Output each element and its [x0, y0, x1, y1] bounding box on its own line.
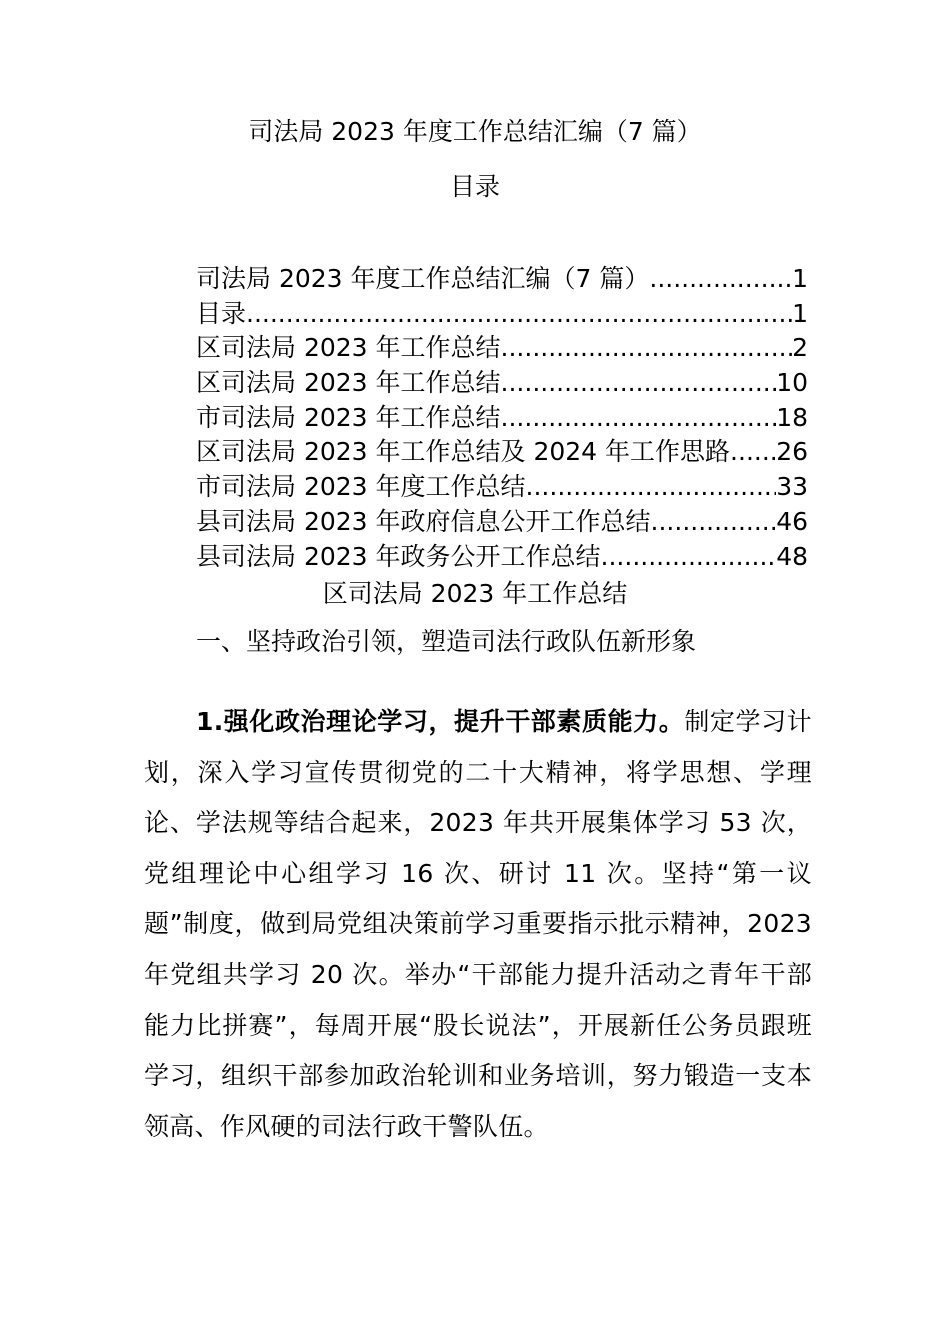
toc-entry-label: 司法局 2023 年度工作总结汇编（7 篇） [196, 264, 650, 293]
toc-heading: 目录 [449, 172, 500, 201]
document-title: 司法局 2023 年度工作总结汇编（7 篇） [248, 117, 702, 146]
body-paragraph [144, 697, 812, 1152]
paragraph-bold-lead: 1.强化政治理论学习，提升干部素质能力。 [196, 707, 685, 736]
section-title: 区司法局 2023 年工作总结 [322, 579, 628, 608]
toc-entry-page: 26 [776, 437, 808, 467]
paragraph-text: 制定学习计划，深入学习宣传贯彻党的二十大精神，将学思想、学理论、学法规等结合起来，2023 年共开展集体学习 53 次，党组理论中心组学习 16 次、研讨 11 次。坚持“第一议题”制度，做到局党组决策前学习重要指示批示精神，2023 年党组共学习 20 次。举办“干部能力提升活动之青年干部能力比拼赛”，每周开展“股长说法”，开展新任公务员跟班学习，组织干部参加政治轮训和业务培训，努力锻造一支本领高、作风硬的司法行政干警队伍。 [144, 707, 812, 1141]
toc-entry[interactable] [196, 331, 808, 366]
toc-entry[interactable] [196, 505, 808, 540]
toc-entry-label: 目录 [196, 298, 247, 328]
toc-entry-label: 县司法局 2023 年政府信息公开工作总结 [196, 506, 651, 536]
toc-leader-dots [501, 331, 793, 366]
toc-entry-label: 县司法局 2023 年政务公开工作总结 [196, 541, 601, 571]
toc-entry[interactable] [196, 262, 808, 297]
toc-entry-page: 10 [776, 368, 808, 398]
toc-entry-label: 区司法局 2023 年工作总结 [196, 368, 501, 398]
toc-entry-page: 46 [776, 506, 808, 536]
toc-entry-page: 48 [776, 541, 808, 571]
toc-entry-page: 1 [792, 264, 808, 293]
toc-leader-dots [526, 470, 777, 505]
toc-leader-dots [601, 540, 777, 575]
toc-entry-label: 市司法局 2023 年工作总结 [196, 402, 501, 432]
toc-leader-dots [501, 366, 777, 401]
toc-entry-page: 18 [776, 402, 808, 432]
toc-leader-dots [649, 262, 792, 297]
toc-entry-label: 区司法局 2023 年工作总结及 2024 年工作思路 [196, 437, 731, 467]
toc-entry-label: 区司法局 2023 年工作总结 [196, 333, 501, 363]
toc-leader-dots [730, 435, 776, 470]
toc-entry[interactable] [196, 366, 808, 401]
toc-entry-page: 1 [792, 298, 808, 328]
toc-leader-dots [651, 505, 777, 540]
toc-leader-dots [246, 297, 792, 332]
toc-leader-dots [501, 401, 777, 436]
toc-entry[interactable] [196, 540, 808, 575]
toc-entry-page: 2 [792, 333, 808, 363]
table-of-contents [196, 262, 808, 574]
toc-entry[interactable] [196, 435, 808, 470]
section-subheading: 一、坚持政治引领，塑造司法行政队伍新形象 [196, 627, 697, 656]
toc-entry-page: 33 [776, 472, 808, 502]
toc-entry[interactable] [196, 470, 808, 505]
toc-entry[interactable] [196, 401, 808, 436]
toc-entry[interactable] [196, 297, 808, 332]
toc-entry-label: 市司法局 2023 年度工作总结 [196, 472, 526, 502]
